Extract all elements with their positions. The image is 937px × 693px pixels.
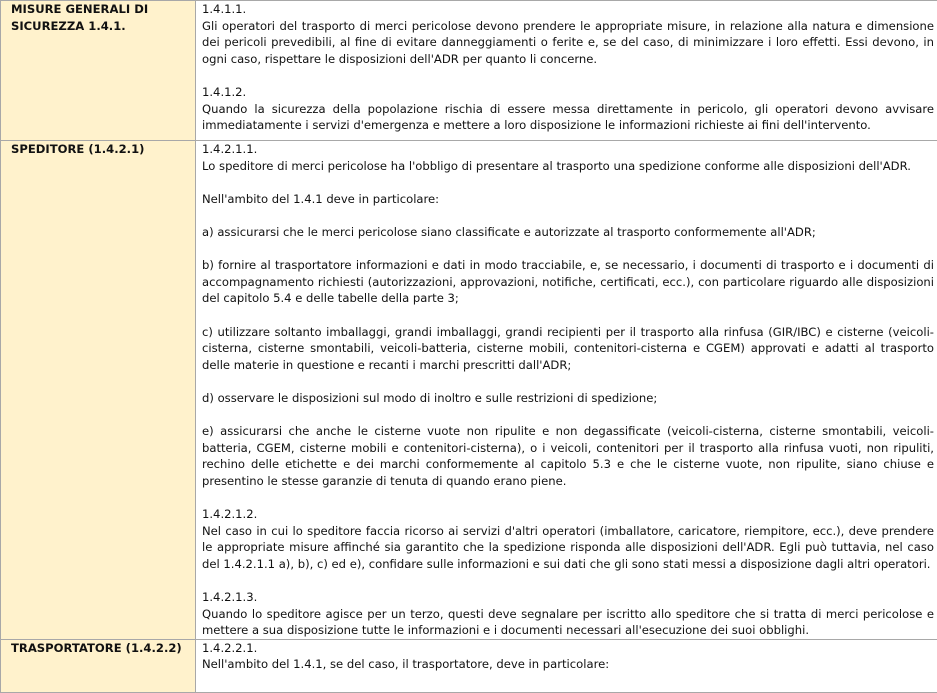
article-number: 1.4.2.1.3. — [202, 589, 934, 606]
row-label-cell — [1, 639, 196, 692]
row-label-cell — [1, 1, 196, 141]
table-row — [1, 141, 937, 640]
article-section — [202, 141, 934, 489]
article-paragraph: b) fornire al trasportatore informazioni e dati in modo tracciabile, e, se necessario, i documenti di trasporto e i documenti di accompagnamento richiesti (autorizzazioni, approvazioni, notifiche, certificati, ecc.), con particolare riguardo alle disposizioni del capitolo 5.4 e delle tabelle della parte 3; — [202, 257, 934, 307]
article-paragraph: e) assicurarsi che anche le cisterne vuote non ripulite e non degassificate (veicoli-cisterna, cisterne smontabili, veicoli-batteria, CGEM, cisterne mobili e contenitori-cisterna), o i veicoli, contenitori per il trasporto alla rinfusa vuoti, non ripuliti, rechino delle etichette e dei marchi conformemente al capitolo 5.3 e che le cisterne vuote, non ripulite, siano chiuse e presentino le stesse garanzie di tenuta di quando erano piene. — [202, 423, 934, 489]
row-label-cell — [1, 141, 196, 640]
article-paragraph: Gli operatori del trasporto di merci pericolose devono prendere le appropriate misure, in relazione alla natura e dimensione dei pericoli prevedibili, al fine di evitare danneggiamenti o ferite e, se del caso, di minimizzare i loro effetti. Essi devono, in ogni caso, rispettare le disposizioni dell'ADR per quanto li concerne. — [202, 18, 934, 68]
row-content-cell — [196, 141, 937, 640]
article-number: 1.4.2.1.2. — [202, 506, 934, 523]
article-section — [202, 640, 934, 673]
article-number: 1.4.2.1.1. — [202, 141, 934, 158]
row-label: MISURE GENERALI DI SICUREZZA 1.4.1. — [11, 1, 192, 34]
article-number: 1.4.1.1. — [202, 1, 934, 18]
article-section — [202, 589, 934, 639]
article-paragraph: Nel caso in cui lo speditore faccia ricorso ai servizi d'altri operatori (imballatore, caricatore, riempitore, ecc.), deve prendere le appropriate misure affinché sia garantito che la spedizione risponda alle disposizioni dell'ADR. Egli può tuttavia, nel caso del 1.4.2.1.1 a), b), c) ed e), confidare sulle informazioni e sui dati che gli sono stati messi a disposizione dagli altri operatori. — [202, 523, 934, 573]
article-number: 1.4.1.2. — [202, 84, 934, 101]
article-section — [202, 1, 934, 67]
row-label: TRASPORTATORE (1.4.2.2) — [11, 640, 192, 657]
article-paragraph: Lo speditore di merci pericolose ha l'obbligo di presentare al trasporto una spedizione conforme alle disposizioni dell'ADR. — [202, 158, 934, 175]
table-row — [1, 1, 937, 141]
article-paragraph: a) assicurarsi che le merci pericolose siano classificate e autorizzate al trasporto conformemente all'ADR; — [202, 224, 934, 241]
article-paragraph: Quando la sicurezza della popolazione rischia di essere messa direttamente in pericolo, gli operatori devono avvisare immediatamente i servizi d'emergenza e mettere a loro disposizione le informazioni richieste ai fini dell'intervento. — [202, 101, 934, 134]
article-section — [202, 506, 934, 572]
row-label: SPEDITORE (1.4.2.1) — [11, 141, 192, 158]
row-content-cell — [196, 1, 937, 141]
article-section — [202, 84, 934, 134]
table-row — [1, 639, 937, 692]
article-paragraph: c) utilizzare soltanto imballaggi, grandi imballaggi, grandi recipienti per il trasporto alla rinfusa (GIR/IBC) e cisterne (veicoli-cisterna, cisterne smontabili, veicoli-batteria, cisterne mobili, contenitori-cisterna e CGEM) approvati e adatti al trasporto delle materie in questione e recanti i marchi prescritti dall'ADR; — [202, 324, 934, 374]
article-number: 1.4.2.2.1. — [202, 640, 934, 657]
article-paragraph: Quando lo speditore agisce per un terzo, questi deve segnalare per iscritto allo speditore che si tratta di merci pericolose e mettere a sua disposizione tutte le informazioni e i documenti necessari all'esecuzione dei suoi obblighi. — [202, 606, 934, 639]
row-content-cell — [196, 639, 937, 692]
article-paragraph: Nell'ambito del 1.4.1, se del caso, il trasportatore, deve in particolare: — [202, 656, 934, 673]
article-paragraph: Nell'ambito del 1.4.1 deve in particolare: — [202, 191, 934, 208]
article-paragraph: d) osservare le disposizioni sul modo di inoltro e sulle restrizioni di spedizione; — [202, 390, 934, 407]
